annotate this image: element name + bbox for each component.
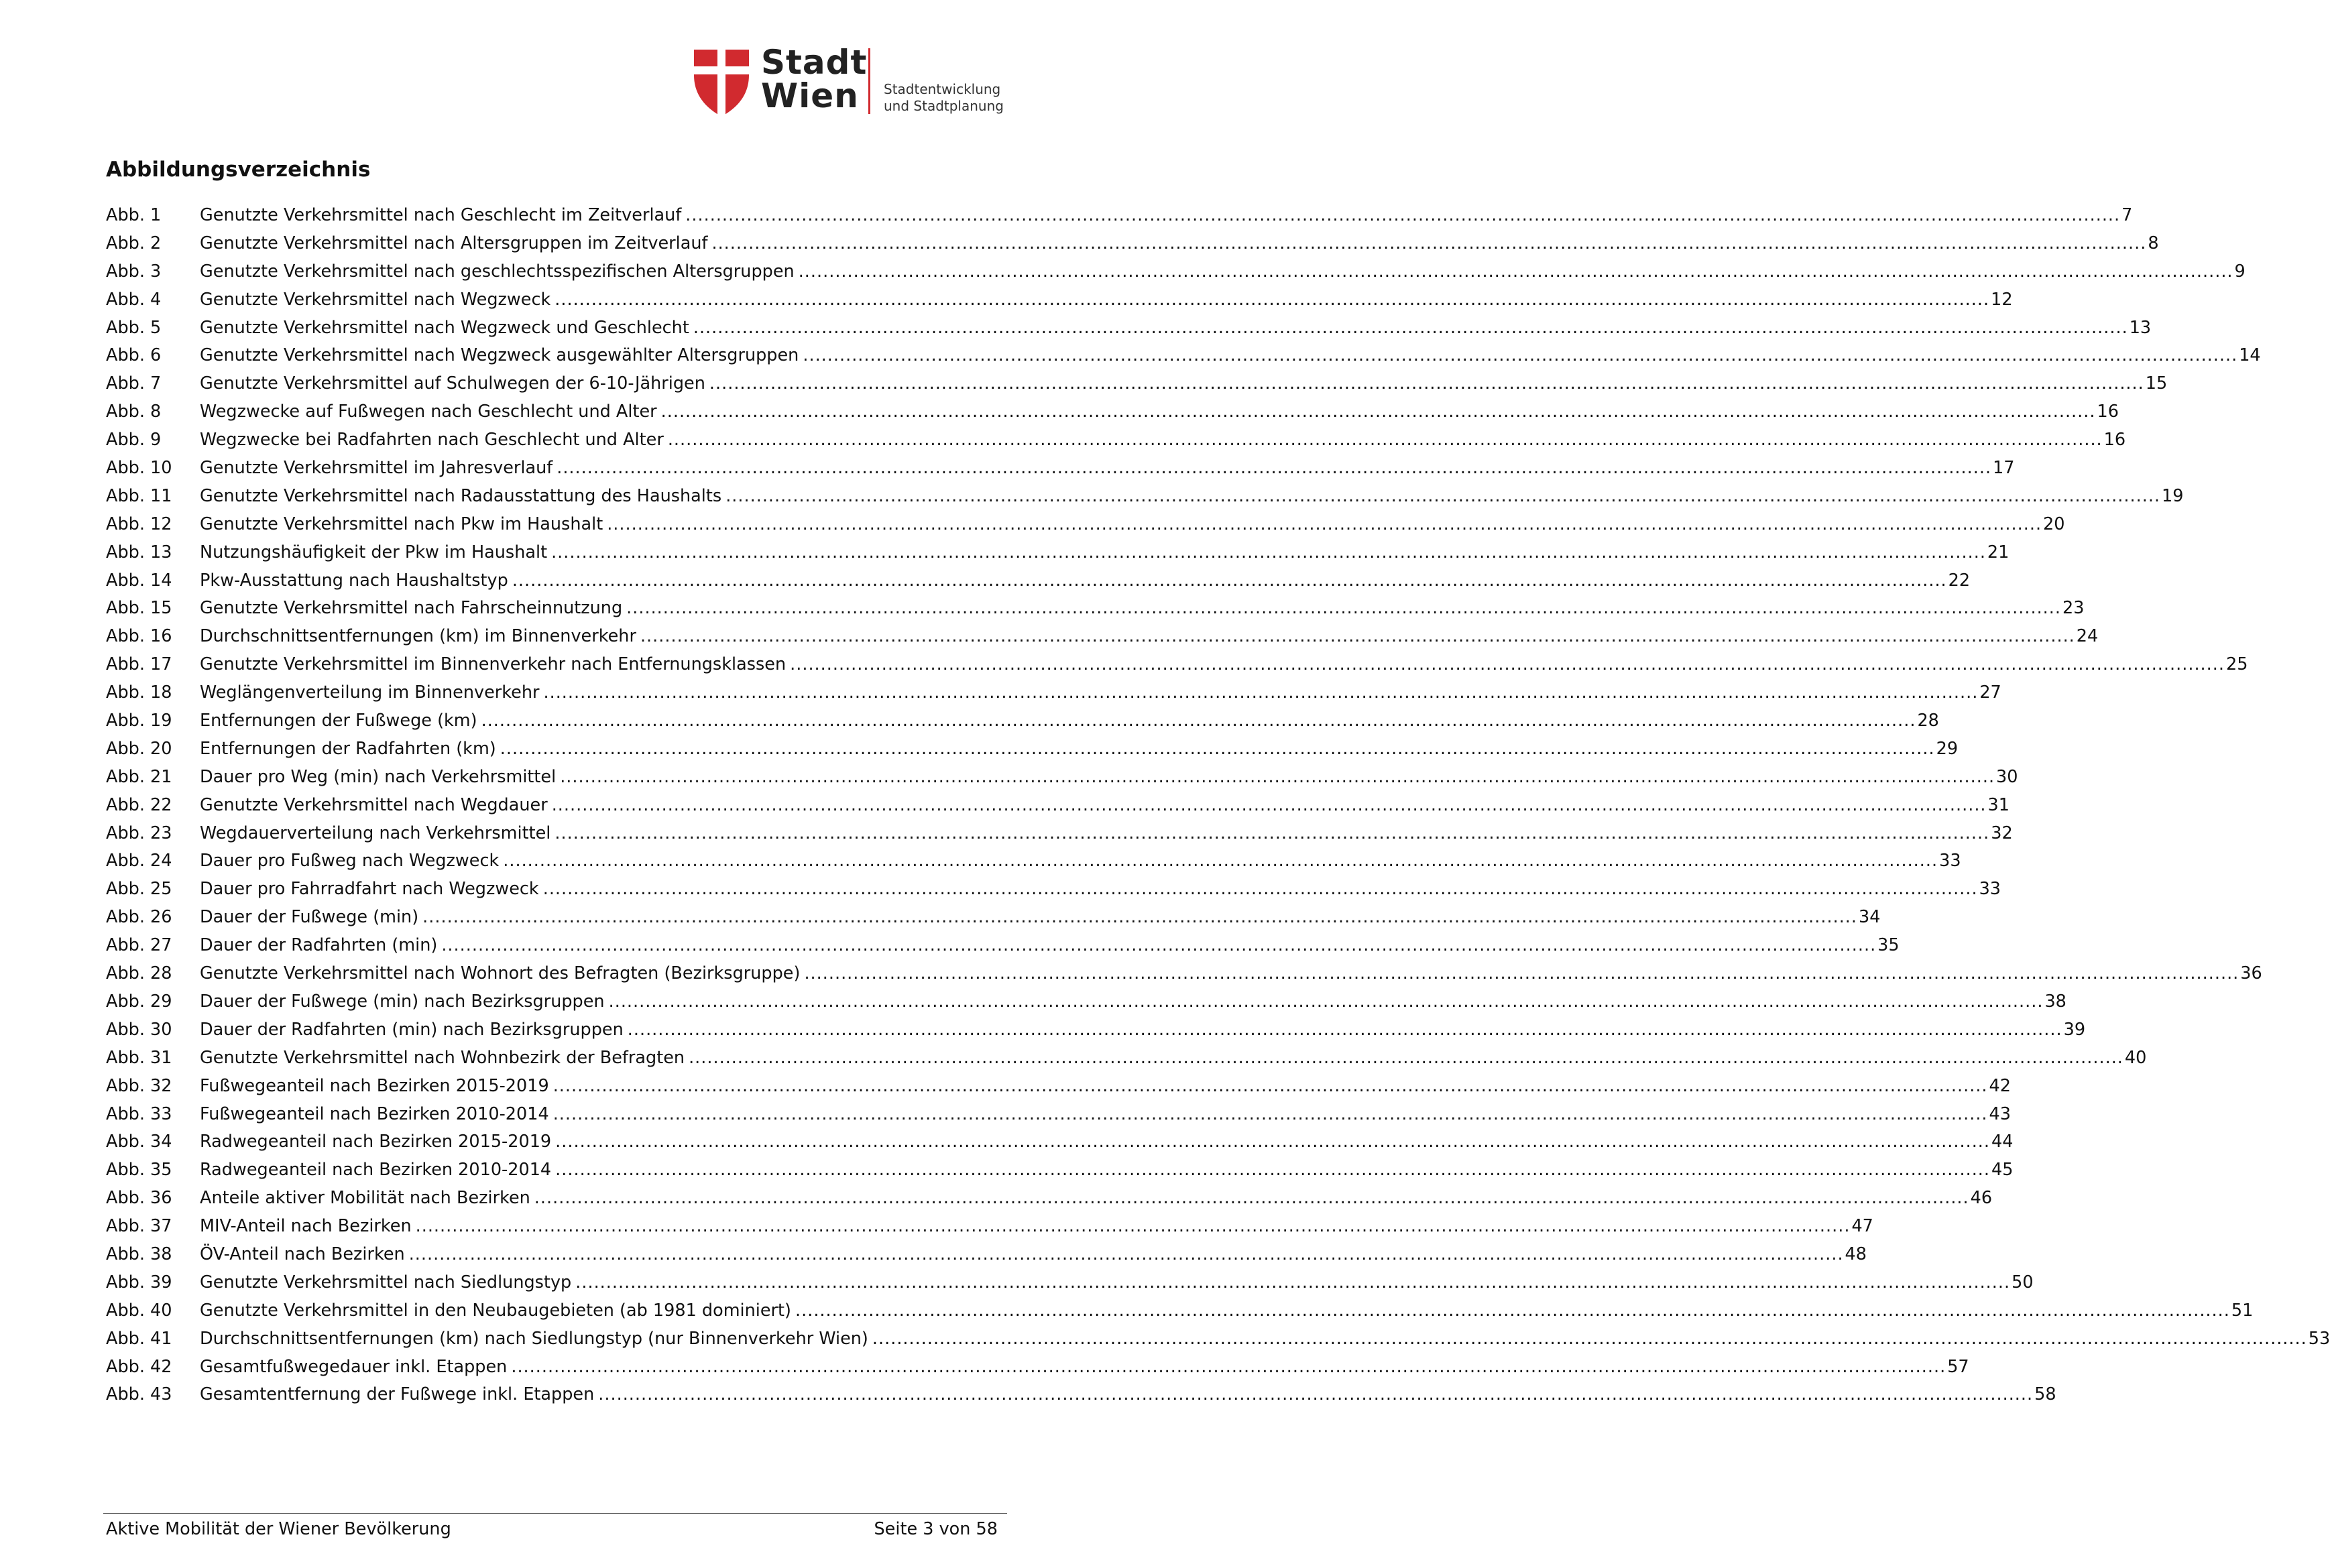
figure-entry[interactable] <box>106 764 2018 792</box>
figure-number: Abb. 43 <box>106 1384 172 1405</box>
figure-entry[interactable] <box>106 539 2009 567</box>
figure-number: Abb. 41 <box>106 1328 172 1349</box>
figure-page-number: 14 <box>2239 345 2261 366</box>
figure-number: Abb. 20 <box>106 738 172 759</box>
figure-entry[interactable] <box>106 1269 2034 1297</box>
figure-page-number: 46 <box>1970 1188 1993 1209</box>
figure-page-number: 39 <box>2063 1019 2086 1040</box>
figure-number: Abb. 34 <box>106 1132 172 1152</box>
figure-page-number: 17 <box>1993 458 2015 479</box>
figure-title: Genutzte Verkehrsmittel nach Wohnbezirk der Befragten <box>200 1047 685 1068</box>
figure-entry[interactable] <box>106 567 1971 595</box>
figure-number: Abb. 42 <box>106 1356 172 1377</box>
dot-leader <box>609 988 2044 1015</box>
figure-entry[interactable] <box>106 1241 1867 1269</box>
figure-title: Genutzte Verkehrsmittel nach Altersgruppen im Zeitverlauf <box>200 233 708 253</box>
figure-number: Abb. 39 <box>106 1272 172 1292</box>
figure-entry[interactable] <box>106 792 2009 820</box>
dot-leader <box>553 1101 1988 1128</box>
dot-leader <box>790 651 2225 678</box>
figure-entry[interactable] <box>106 258 2246 286</box>
figure-entry[interactable] <box>106 426 2126 455</box>
figure-number: Abb. 15 <box>106 598 172 619</box>
figure-entry[interactable] <box>106 932 1900 960</box>
figure-title: Genutzte Verkehrsmittel im Binnenverkehr nach Entfernungsklassen <box>200 654 787 675</box>
figure-number: Abb. 6 <box>106 345 162 366</box>
figure-entry[interactable] <box>106 230 2159 258</box>
dot-leader <box>534 1185 1969 1211</box>
figure-page-number: 32 <box>1991 823 2013 843</box>
dot-leader <box>551 539 1986 566</box>
figure-entry[interactable] <box>106 455 2015 483</box>
figure-entry[interactable] <box>106 398 2119 426</box>
dot-leader <box>552 792 1987 819</box>
footer-divider <box>103 1513 1007 1514</box>
figure-page-number: 33 <box>1939 851 1961 871</box>
dot-leader <box>689 1044 2123 1071</box>
dot-leader <box>511 1353 1946 1380</box>
figure-number: Abb. 1 <box>106 205 162 225</box>
figure-entry[interactable] <box>106 1016 2086 1044</box>
figure-title: Genutzte Verkehrsmittel nach Wegzweck <box>200 289 551 310</box>
figure-number: Abb. 36 <box>106 1188 172 1209</box>
figure-entry[interactable] <box>106 820 2013 848</box>
figure-number: Abb. 13 <box>106 542 172 562</box>
figure-entry[interactable] <box>106 1101 2011 1129</box>
figure-page-number: 34 <box>1859 907 1881 928</box>
figure-number: Abb. 37 <box>106 1216 172 1237</box>
figure-number: Abb. 40 <box>106 1300 172 1321</box>
figure-number: Abb. 31 <box>106 1047 172 1068</box>
dot-leader <box>711 230 2146 257</box>
figure-title: Durchschnittsentfernungen (km) im Binnenverkehr <box>200 626 636 647</box>
figure-title: Genutzte Verkehrsmittel auf Schulwegen der 6-10-Jährigen <box>200 373 705 394</box>
figure-number: Abb. 12 <box>106 514 172 534</box>
figure-number: Abb. 19 <box>106 711 172 731</box>
figure-entry[interactable] <box>106 1353 1969 1382</box>
figure-page-number: 22 <box>1948 570 1971 591</box>
dot-leader <box>543 679 1978 706</box>
figure-title: Genutzte Verkehrsmittel nach Fahrscheinnutzung <box>200 598 623 619</box>
figure-page-number: 24 <box>2076 626 2099 647</box>
dot-leader <box>693 314 2128 341</box>
dot-leader <box>668 426 2103 453</box>
figure-entry[interactable] <box>106 1128 2014 1156</box>
figure-entry[interactable] <box>106 651 2248 679</box>
dot-leader <box>799 258 2233 285</box>
figure-page-number: 50 <box>2012 1272 2034 1292</box>
dot-leader <box>416 1213 1851 1240</box>
vienna-shield-icon <box>694 50 749 117</box>
dot-leader <box>422 904 1857 930</box>
dot-leader <box>709 370 2144 397</box>
figure-page-number: 43 <box>1989 1103 2011 1124</box>
figure-number: Abb. 10 <box>106 458 172 479</box>
figure-title: Wegdauerverteilung nach Verkehrsmittel <box>200 823 551 843</box>
figure-page-number: 47 <box>1851 1216 1873 1237</box>
footer-page-number: Seite 3 von 58 <box>874 1519 998 1539</box>
figure-number: Abb. 27 <box>106 935 172 956</box>
figure-entry[interactable] <box>106 314 2152 343</box>
figure-title: Genutzte Verkehrsmittel nach Wegzweck und Geschlecht <box>200 317 689 338</box>
figure-number: Abb. 4 <box>106 289 162 310</box>
figure-number: Abb. 16 <box>106 626 172 647</box>
logo-divider <box>868 48 870 114</box>
figure-title: Genutzte Verkehrsmittel nach Radausstattung des Haushalts <box>200 485 722 506</box>
figure-entry[interactable] <box>106 679 2001 707</box>
logo-word-wien: Wien <box>761 76 859 115</box>
figure-page-number: 48 <box>1845 1244 1867 1264</box>
figure-entry[interactable] <box>106 904 1881 932</box>
figure-entry[interactable] <box>106 988 2066 1016</box>
logo-word-stadt: Stadt <box>761 43 868 82</box>
dot-leader <box>725 483 2160 509</box>
figure-title: Genutzte Verkehrsmittel in den Neubaugebieten (ab 1981 dominiert) <box>200 1300 791 1321</box>
figure-title: MIV-Anteil nach Bezirken <box>200 1216 412 1237</box>
dot-leader <box>598 1381 2033 1408</box>
dot-leader <box>441 932 1876 959</box>
figure-page-number: 12 <box>1991 289 2013 310</box>
figure-page-number: 23 <box>2062 598 2085 619</box>
footer-document-title: Aktive Mobilität der Wiener Bevölkerung <box>106 1519 451 1539</box>
dot-leader <box>803 342 2237 369</box>
dot-leader <box>555 1128 1990 1155</box>
figure-number: Abb. 26 <box>106 907 172 928</box>
figure-number: Abb. 32 <box>106 1075 172 1096</box>
figure-entry[interactable] <box>106 1156 2014 1185</box>
figure-title: Gesamtentfernung der Fußwege inkl. Etappen <box>200 1384 595 1405</box>
figure-number: Abb. 5 <box>106 317 162 338</box>
figure-title: Dauer pro Weg (min) nach Verkehrsmittel <box>200 766 557 787</box>
dot-leader <box>626 595 2061 621</box>
dot-leader <box>557 455 1991 481</box>
figure-title: Pkw-Ausstattung nach Haushaltstyp <box>200 570 508 591</box>
figure-entry[interactable] <box>106 1381 2056 1409</box>
dot-leader <box>409 1241 1844 1268</box>
figure-number: Abb. 8 <box>106 402 162 422</box>
figure-title: Fußwegeanteil nach Bezirken 2010-2014 <box>200 1103 549 1124</box>
figure-entry[interactable] <box>106 370 2168 398</box>
dot-leader <box>555 1156 1990 1183</box>
dot-leader <box>872 1325 2307 1352</box>
figure-title: Genutzte Verkehrsmittel nach Wegdauer <box>200 794 548 815</box>
logo-wordmark <box>761 43 868 115</box>
figure-page-number: 53 <box>2308 1328 2330 1349</box>
figure-entry[interactable] <box>106 623 2099 651</box>
figure-entry[interactable] <box>106 1325 2330 1353</box>
figure-entry[interactable] <box>106 707 1939 735</box>
figure-number: Abb. 2 <box>106 233 162 253</box>
figure-number: Abb. 33 <box>106 1103 172 1124</box>
figure-entry[interactable] <box>106 1044 2147 1073</box>
figure-number: Abb. 3 <box>106 261 162 282</box>
page-title: Abbildungsverzeichnis <box>106 158 371 182</box>
figure-title: Radwegeanteil nach Bezirken 2010-2014 <box>200 1160 552 1181</box>
figure-page-number: 16 <box>2097 402 2119 422</box>
dot-leader <box>560 764 1995 790</box>
dot-leader <box>685 202 2120 229</box>
dot-leader <box>555 820 1989 847</box>
figure-number: Abb. 7 <box>106 373 162 394</box>
figure-page-number: 35 <box>1877 935 1900 956</box>
figure-number: Abb. 30 <box>106 1019 172 1040</box>
dot-leader <box>607 511 2042 538</box>
figure-entry[interactable] <box>106 483 2184 511</box>
figure-page-number: 15 <box>2145 373 2168 394</box>
figure-page-number: 27 <box>1979 682 2001 703</box>
dot-leader <box>481 707 1916 734</box>
logo-department-line2: und Stadtplanung <box>884 98 1004 114</box>
figure-entry[interactable] <box>106 876 2001 904</box>
figure-page-number: 13 <box>2129 317 2152 338</box>
figure-entry[interactable] <box>106 286 2013 314</box>
figure-entry[interactable] <box>106 1297 2254 1325</box>
figure-page-number: 31 <box>1987 794 2009 815</box>
dot-leader <box>640 623 2075 650</box>
figure-title: Dauer der Radfahrten (min) nach Bezirksgruppen <box>200 1019 624 1040</box>
figure-page-number: 33 <box>1979 879 2001 900</box>
figure-title: Genutzte Verkehrsmittel nach Siedlungstyp <box>200 1272 572 1292</box>
figure-number: Abb. 22 <box>106 794 172 815</box>
figure-page-number: 45 <box>1991 1160 2014 1181</box>
figure-page-number: 30 <box>1996 766 2018 787</box>
figure-number: Abb. 24 <box>106 851 172 871</box>
figure-title: Gesamtfußwegedauer inkl. Etappen <box>200 1356 508 1377</box>
figure-entry[interactable] <box>106 1185 1993 1213</box>
figure-title: Radwegeanteil nach Bezirken 2015-2019 <box>200 1132 552 1152</box>
dot-leader <box>500 735 1935 762</box>
figure-entry[interactable] <box>106 847 1961 876</box>
figure-entry[interactable] <box>106 735 1959 764</box>
figure-number: Abb. 17 <box>106 654 172 675</box>
figure-title: Fußwegeanteil nach Bezirken 2015-2019 <box>200 1075 549 1096</box>
figure-title: Genutzte Verkehrsmittel nach Wohnort des Befragten (Bezirksgruppe) <box>200 963 801 984</box>
dot-leader <box>512 567 1947 594</box>
dot-leader <box>575 1269 2010 1296</box>
figure-number: Abb. 23 <box>106 823 172 843</box>
figure-entry[interactable] <box>106 202 2133 230</box>
figure-page-number: 29 <box>1936 738 1959 759</box>
figure-title: Entfernungen der Fußwege (km) <box>200 711 477 731</box>
figure-title: Dauer der Fußwege (min) <box>200 907 419 928</box>
figure-page-number: 25 <box>2225 654 2248 675</box>
figure-title: Genutzte Verkehrsmittel nach geschlechtsspezifischen Altersgruppen <box>200 261 795 282</box>
logo-department <box>884 81 1004 115</box>
figure-page-number: 8 <box>2148 233 2159 253</box>
figure-title: Dauer pro Fahrradfahrt nach Wegzweck <box>200 879 539 900</box>
figure-number: Abb. 35 <box>106 1160 172 1181</box>
dot-leader <box>628 1016 2062 1043</box>
figure-page-number: 9 <box>2234 261 2246 282</box>
dot-leader <box>795 1297 2230 1324</box>
figure-number: Abb. 14 <box>106 570 172 591</box>
figure-list <box>106 202 2330 1409</box>
figure-title: Dauer der Radfahrten (min) <box>200 935 438 956</box>
figure-number: Abb. 29 <box>106 991 172 1012</box>
figure-page-number: 7 <box>2121 205 2133 225</box>
figure-title: Genutzte Verkehrsmittel nach Wegzweck ausgewählter Altersgruppen <box>200 345 799 366</box>
dot-leader <box>543 876 1978 902</box>
figure-title: Wegzwecke bei Radfahrten nach Geschlecht und Alter <box>200 430 664 450</box>
figure-page-number: 21 <box>1987 542 2009 562</box>
figure-number: Abb. 11 <box>106 485 172 506</box>
figure-page-number: 16 <box>2103 430 2126 450</box>
figure-page-number: 42 <box>1989 1075 2011 1096</box>
dot-leader <box>553 1073 1988 1099</box>
figure-page-number: 44 <box>1991 1132 2014 1152</box>
dot-leader <box>503 847 1938 874</box>
dot-leader <box>555 286 1989 313</box>
figure-page-number: 57 <box>1947 1356 1969 1377</box>
dot-leader <box>804 960 2239 987</box>
figure-entry[interactable] <box>106 511 2065 539</box>
figure-number: Abb. 25 <box>106 879 172 900</box>
figure-title: Genutzte Verkehrsmittel nach Geschlecht im Zeitverlauf <box>200 205 682 225</box>
figure-title: Dauer pro Fußweg nach Wegzweck <box>200 851 500 871</box>
figure-title: Wegzwecke auf Fußwegen nach Geschlecht und Alter <box>200 402 657 422</box>
figure-page-number: 20 <box>2043 514 2065 534</box>
figure-page-number: 58 <box>2034 1384 2056 1405</box>
page-footer <box>106 1518 998 1541</box>
figure-title: Durchschnittsentfernungen (km) nach Siedlungstyp (nur Binnenverkehr Wien) <box>200 1328 868 1349</box>
figure-number: Abb. 21 <box>106 766 172 787</box>
figure-entry[interactable] <box>106 1073 2011 1101</box>
figure-title: Nutzungshäufigkeit der Pkw im Haushalt <box>200 542 548 562</box>
figure-entry[interactable] <box>106 342 2261 370</box>
figure-title: Anteile aktiver Mobilität nach Bezirken <box>200 1188 530 1209</box>
figure-entry[interactable] <box>106 960 2262 988</box>
figure-number: Abb. 9 <box>106 430 162 450</box>
figure-number: Abb. 28 <box>106 963 172 984</box>
figure-title: ÖV-Anteil nach Bezirken <box>200 1244 405 1264</box>
figure-title: Genutzte Verkehrsmittel im Jahresverlauf <box>200 458 553 479</box>
figure-title: Dauer der Fußwege (min) nach Bezirksgruppen <box>200 991 605 1012</box>
figure-entry[interactable] <box>106 595 2085 623</box>
figure-page-number: 51 <box>2231 1300 2254 1321</box>
figure-page-number: 36 <box>2240 963 2262 984</box>
figure-entry[interactable] <box>106 1213 1873 1241</box>
figure-title: Genutzte Verkehrsmittel nach Pkw im Haushalt <box>200 514 603 534</box>
figure-title: Entfernungen der Radfahrten (km) <box>200 738 496 759</box>
dot-leader <box>661 398 2096 425</box>
logo-department-line1: Stadtentwicklung <box>884 81 1001 97</box>
figure-page-number: 19 <box>2162 485 2184 506</box>
figure-title: Weglängenverteilung im Binnenverkehr <box>200 682 540 703</box>
stadt-wien-logo <box>694 43 1009 119</box>
figure-page-number: 28 <box>1917 711 1939 731</box>
figure-number: Abb. 18 <box>106 682 172 703</box>
figure-number: Abb. 38 <box>106 1244 172 1264</box>
figure-page-number: 38 <box>2044 991 2066 1012</box>
figure-page-number: 40 <box>2124 1047 2147 1068</box>
